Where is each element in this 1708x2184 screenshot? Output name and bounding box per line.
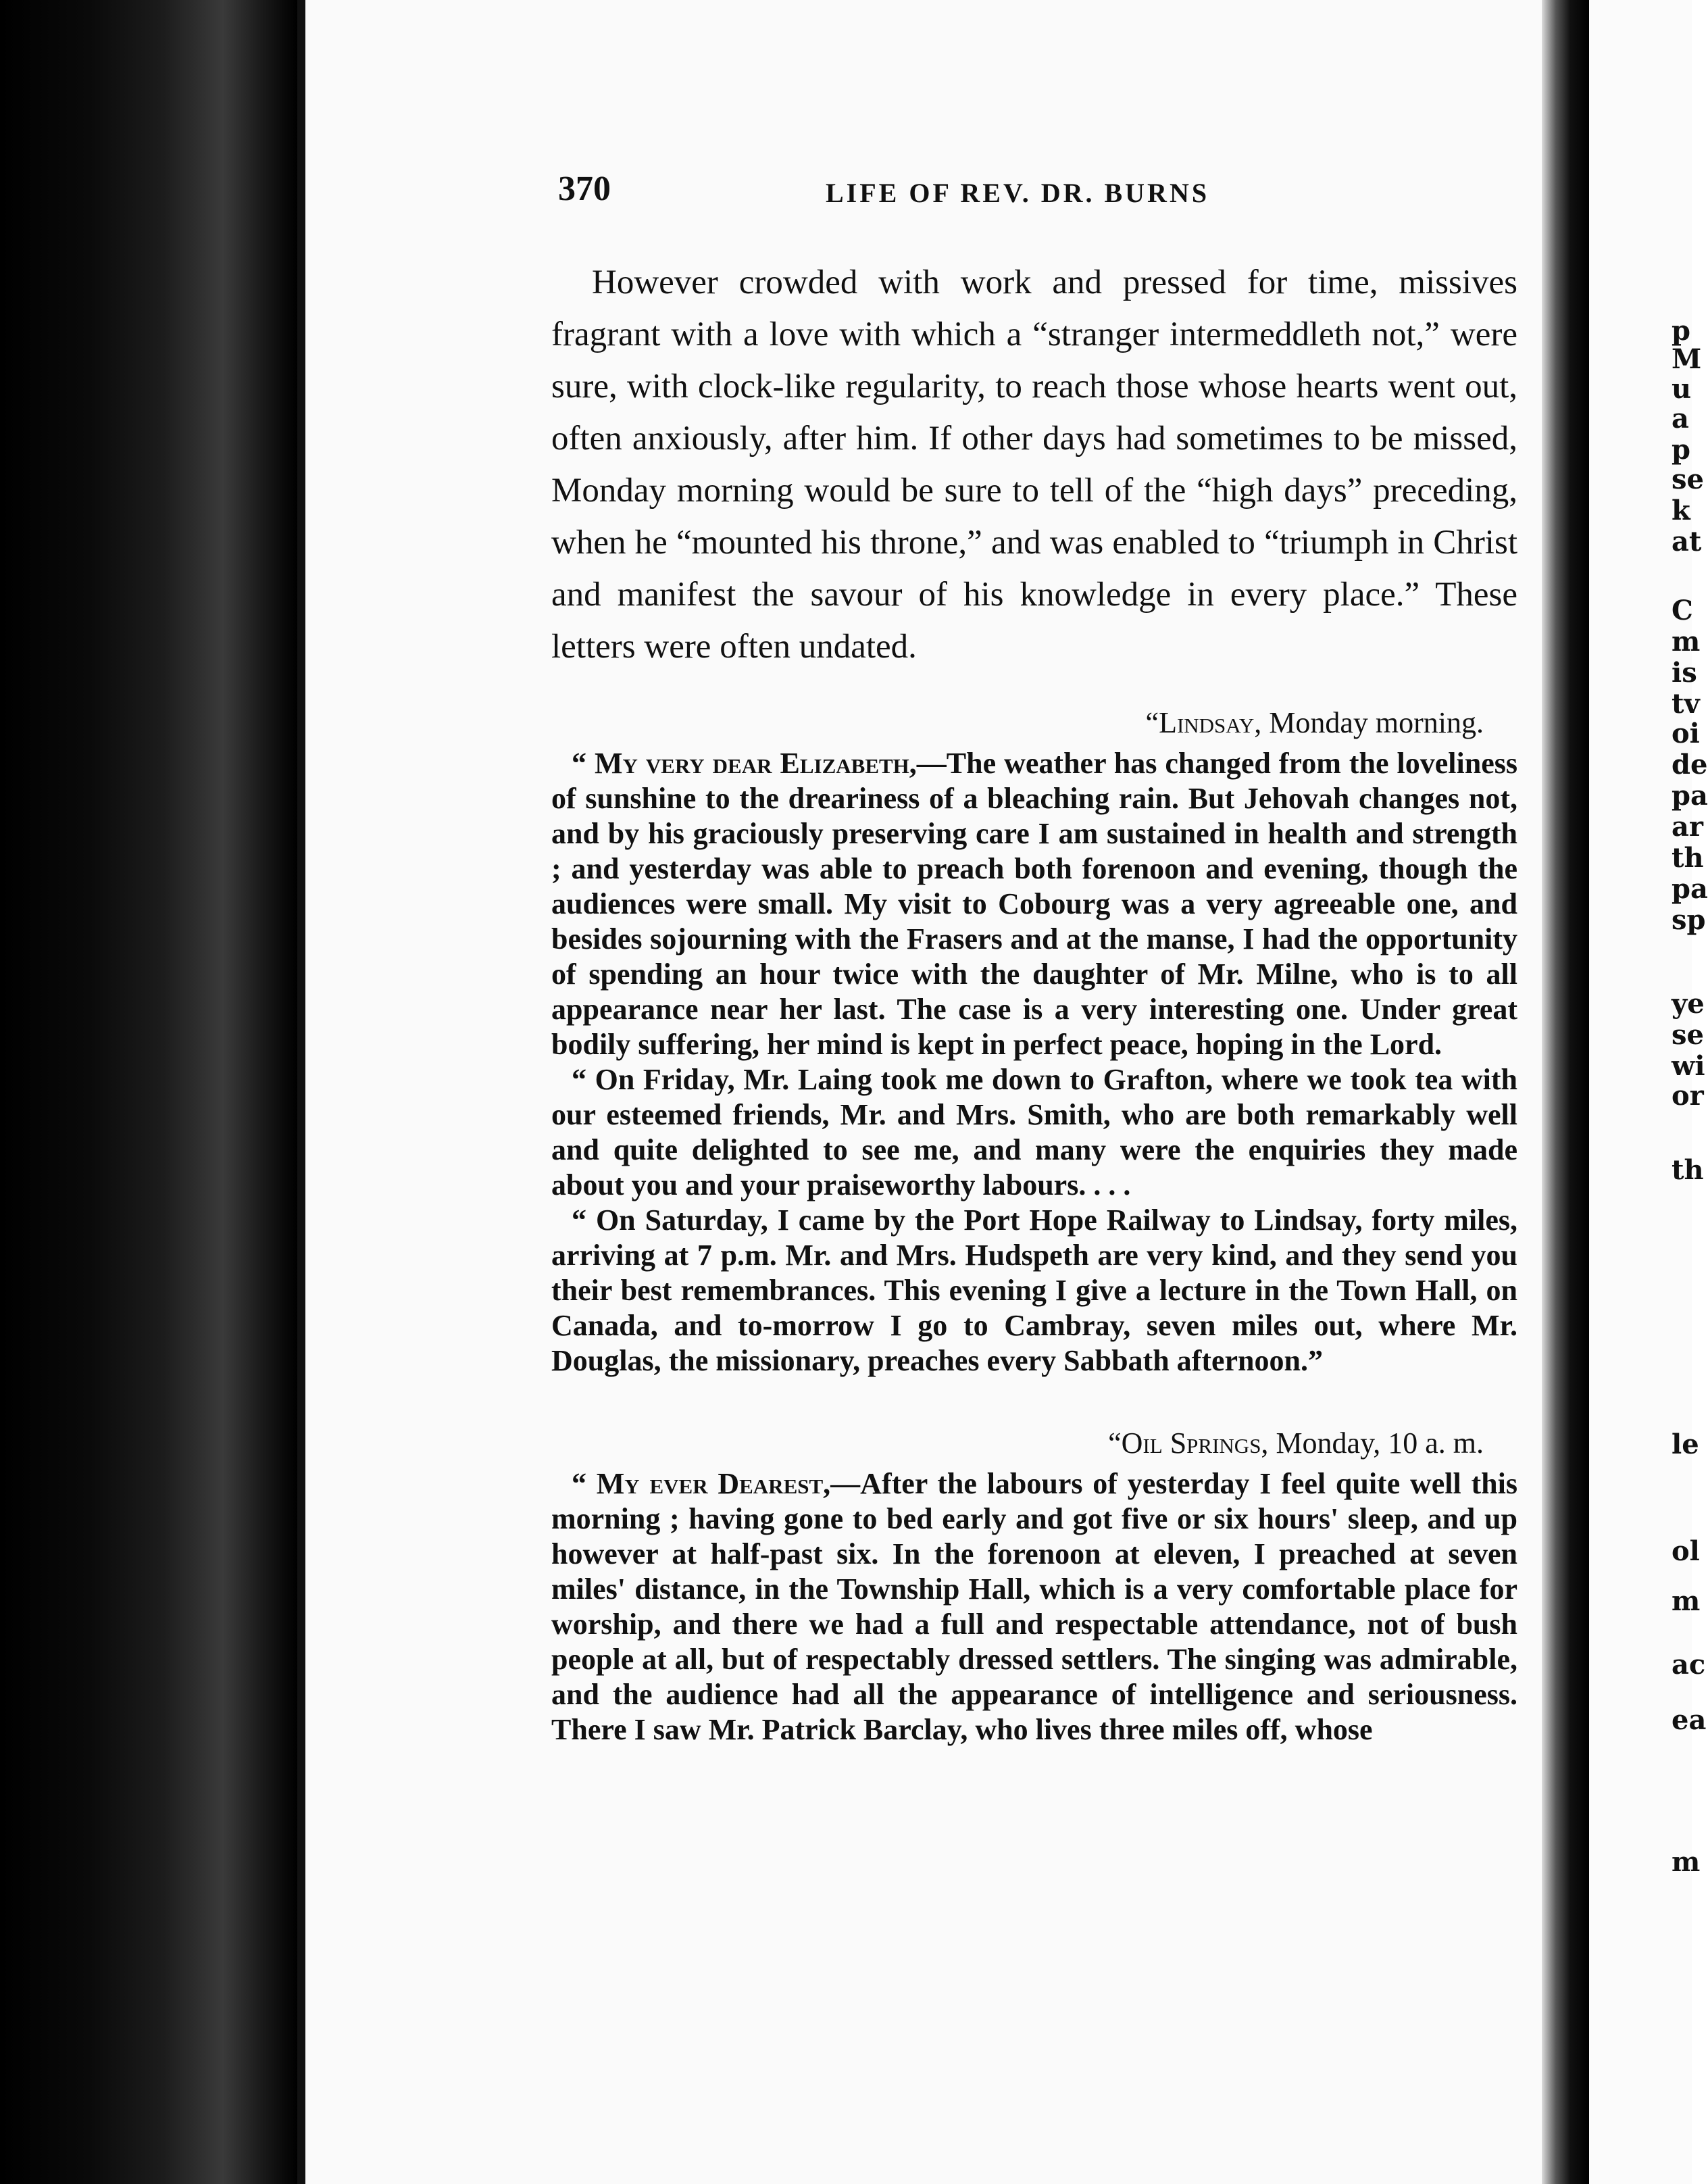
letter-1-place: Lindsay,	[1159, 706, 1262, 739]
facing-text-fragment: is	[1672, 657, 1697, 689]
letter-2-date: Monday, 10 a. m.	[1268, 1426, 1484, 1460]
letter-2-paragraph-1-text: —After the labours of yesterday I feel quite well this morning ; having gone to bed early and got five or six hours' sleep, and up however at half-past six. In the forenoon at eleven, I preached at seven miles' distance, in the Township Hall, which is a very comfortable place for worship, and there we had a full and respectable attendance, not of bush people at all, but of respectably dressed settlers. The singing was admirable, and the audience had all the appearance of intelligence and seriousness. There I saw Mr. Patrick Barclay, who lives three miles off, whose	[551, 1467, 1517, 1746]
facing-text-fragment: k	[1672, 495, 1690, 526]
intro-paragraph: However crowded with work and pressed for time, missives fragrant with a love with which a “stranger intermeddleth not,” were sure, with clock-like regularity, to reach those whose hearts went out, often anxiously, after him. If other days had sometimes to be missed, Monday morning would be sure to tell of the “high days” preceding, when he “mounted his throne,” and was enabled to “triumph in Christ and manifest the savour of his knowledge in every place.” These letters were often undated.	[551, 264, 1517, 666]
facing-text-fragment: m	[1672, 626, 1701, 657]
letter-2-salutation: My ever Dearest,	[596, 1467, 831, 1500]
facing-text-fragment: th	[1672, 1154, 1704, 1186]
facing-text-fragment: p	[1672, 434, 1690, 466]
facing-text-fragment: at	[1672, 526, 1702, 557]
letter-1-paragraph-3: “ On Saturday, I came by the Port Hope Railway to Lindsay, forty miles, arriving at 7 p.m. Mr. and Mrs. Hudspeth are very kind, and they send you their best remembrances. This evening I give a lecture in the Town Hall, on Canada, and to-morrow I go to Cambray, seven miles out, where Mr. Douglas, the missionary, preaches every Sabbath afternoon.”	[551, 1203, 1517, 1377]
facing-text-fragment: th	[1672, 842, 1704, 874]
facing-text-fragment: p	[1672, 315, 1690, 347]
facing-text-fragment: le	[1672, 1429, 1699, 1460]
letter-1-salutation-quote: “	[572, 747, 586, 780]
page-edge-left	[297, 0, 305, 2184]
page-body	[551, 257, 1517, 1747]
running-head: LIFE OF REV. DR. BURNS	[826, 178, 1210, 208]
letter-2-date-quote: “	[1108, 1426, 1122, 1460]
facing-text-fragment: C	[1672, 595, 1693, 626]
facing-text-fragment: oi	[1672, 718, 1700, 749]
letter-2-place: Oil Springs,	[1121, 1426, 1269, 1460]
letter-2-salutation-quote: “	[572, 1467, 586, 1500]
facing-text-fragment: pa	[1672, 873, 1708, 905]
facing-text-fragment: m	[1672, 1585, 1701, 1617]
facing-text-fragment: sp	[1672, 904, 1706, 936]
facing-text-fragment: M	[1672, 343, 1702, 375]
letter-1-paragraph-2: “ On Friday, Mr. Laing took me down to Grafton, where we took tea with our esteemed friends, Mr. and Mrs. Smith, who are both remarkably well and quite delighted to see me, and many were the enquiries they made about you and your praiseworthy labours. . . .	[551, 1063, 1517, 1201]
facing-text-fragment: ye	[1672, 988, 1705, 1020]
facing-text-fragment: ea	[1672, 1704, 1707, 1736]
facing-page-fragment	[1589, 0, 1708, 2184]
facing-text-fragment: ar	[1672, 811, 1703, 843]
letter-1-paragraph-1	[551, 746, 1517, 1062]
letter-1-salutation: My very dear Elizabeth,	[595, 747, 917, 780]
facing-text-fragment: wi	[1672, 1050, 1705, 1082]
letter-1-dateline	[551, 704, 1484, 742]
facing-text-fragment: ac	[1672, 1649, 1706, 1681]
letter-2-dateline	[551, 1424, 1484, 1462]
letter-1-date-quote: “	[1145, 706, 1159, 739]
facing-text-fragment: de	[1672, 749, 1708, 780]
letter-2-paragraph-1	[551, 1466, 1517, 1747]
letter-1-paragraph-1-text: —The weather has changed from the loveliness of sunshine to the dreariness of a bleaching rain. But Jehovah changes not, and by his graciously preserving care I am sustained in health and strength ; and yesterday was able to preach both forenoon and evening, though the audiences were small. My visit to Cobourg was a very agreeable one, and besides sojourning with the Frasers and at the manse, I had the opportunity of spending an hour twice with the daughter of Mr. Milne, who is to all appearance near her last. The case is a very interesting one. Under great bodily suffering, her mind is kept in perfect peace, hoping in the Lord.	[551, 747, 1517, 1061]
page-number: 370	[558, 170, 611, 208]
facing-text-fragment: tv	[1672, 688, 1700, 720]
facing-text-fragment: se	[1672, 464, 1704, 495]
facing-text-fragment: pa	[1672, 780, 1708, 812]
letter-1-date: Monday morning.	[1261, 706, 1484, 739]
facing-text-fragment: ol	[1672, 1535, 1700, 1567]
facing-text-fragment: u	[1672, 373, 1692, 405]
facing-text-fragment: se	[1672, 1019, 1704, 1051]
facing-text-fragment: or	[1672, 1080, 1704, 1112]
book-binding-left	[0, 0, 297, 2184]
letter-separator	[551, 1379, 1517, 1393]
facing-text-fragment: a	[1672, 403, 1689, 435]
book-gutter	[1542, 0, 1589, 2184]
facing-text-fragment: m	[1672, 1846, 1701, 1878]
page-header	[558, 169, 1542, 223]
